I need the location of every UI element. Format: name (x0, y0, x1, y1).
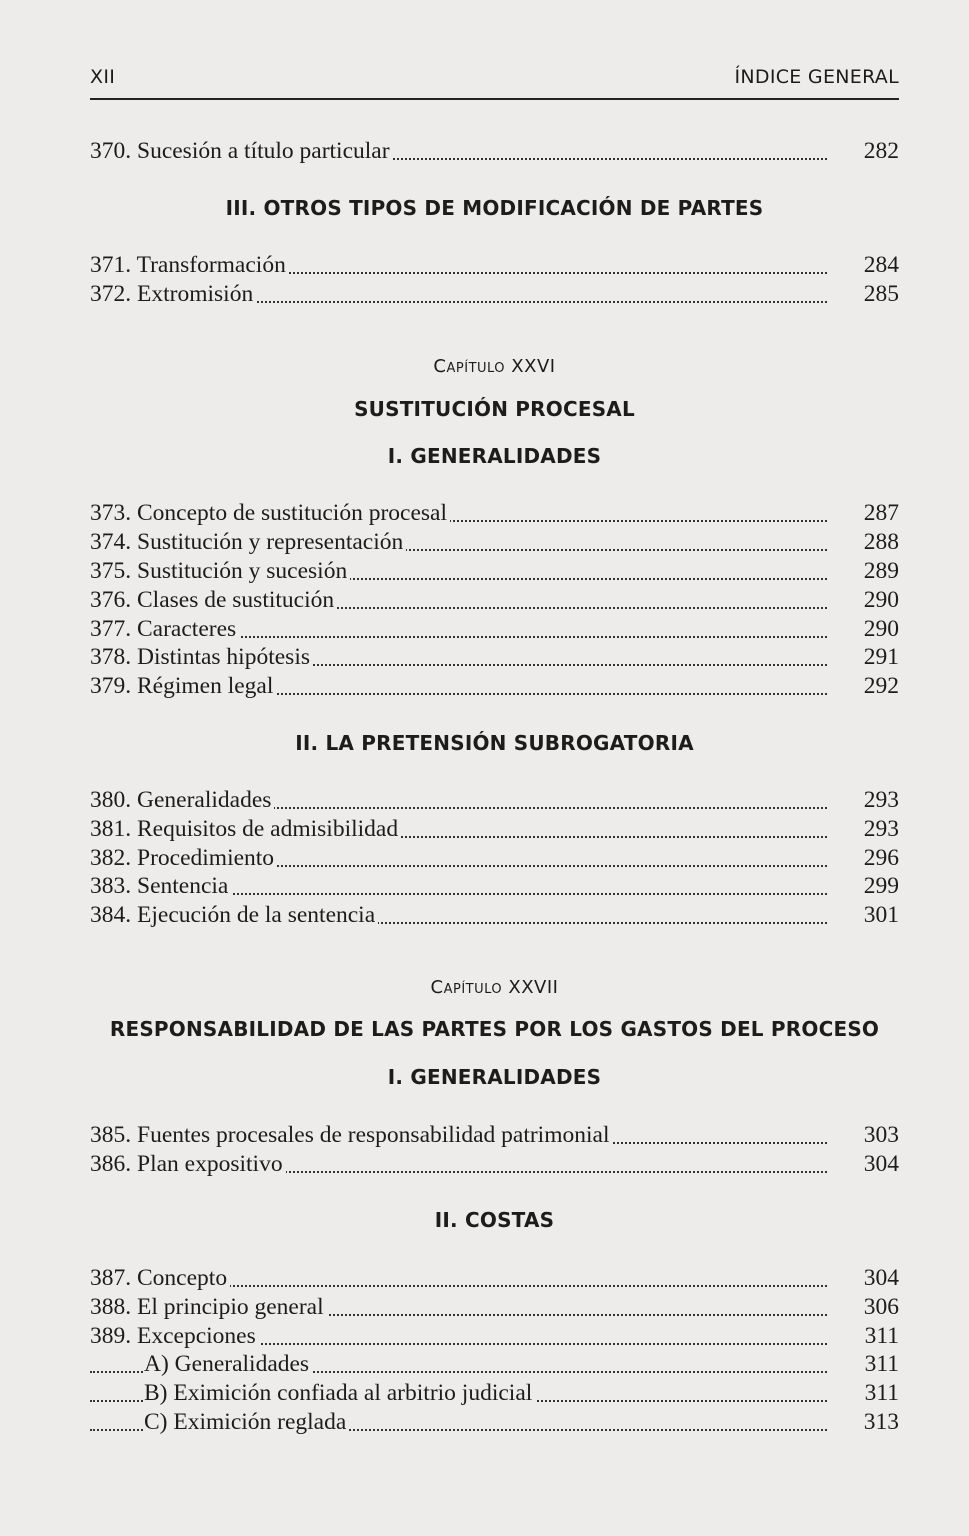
chapter-numeral: XXVII (508, 977, 559, 998)
toc-entry (90, 672, 899, 701)
toc-entry-label: 381. Requisitos de admisibilidad (90, 815, 401, 844)
toc-entry-label: 379. Régimen legal (90, 672, 276, 701)
page-number-roman: XII (90, 66, 116, 88)
toc-entry-page: 304 (863, 1151, 899, 1177)
toc-entry (90, 137, 899, 166)
toc-entry (90, 528, 899, 557)
toc-entry-page: 287 (863, 500, 899, 526)
page-header (90, 58, 899, 100)
toc-entry-label: 371. Transformación (90, 251, 289, 280)
toc-entry (90, 1264, 899, 1293)
section-heading: II. LA PRETENSIÓN SUBROGATORIA (295, 731, 694, 755)
toc-entry (90, 815, 899, 844)
toc-entry-page: 293 (863, 816, 899, 842)
section-heading: II. COSTAS (434, 1208, 555, 1232)
toc-entry-label: 383. Sentencia (90, 872, 231, 901)
toc-entry-page: 282 (863, 138, 899, 164)
toc-entry-label: 376. Clases de sustitución (90, 586, 337, 615)
toc-entry-label: 388. El principio general (90, 1293, 327, 1322)
toc-entry-page: 303 (863, 1122, 899, 1148)
toc-entry (90, 872, 899, 901)
toc-entry-label: 387. Concepto (90, 1264, 230, 1293)
toc-entry-page: 304 (863, 1265, 899, 1291)
toc-entry (90, 901, 899, 930)
toc-entry-label: 373. Concepto de sustitución procesal (90, 499, 450, 528)
toc-entry-page: 290 (863, 616, 899, 642)
toc-entry (90, 643, 899, 672)
toc-entry-page: 285 (863, 281, 899, 307)
section-heading: III. OTROS TIPOS DE MODIFICACIÓN DE PARTES (225, 196, 764, 220)
toc-entry-label: 385. Fuentes procesales de responsabilidad patrimonial (90, 1121, 612, 1150)
toc-entry-page: 311 (864, 1323, 899, 1349)
chapter-numeral: XXVI (511, 356, 556, 377)
toc-entry-label: 386. Plan expositivo (90, 1150, 286, 1179)
toc-subentry (90, 1408, 899, 1437)
toc-entry (90, 615, 899, 644)
toc-entry-page: 306 (863, 1294, 899, 1320)
toc-entry-label: 384. Ejecución de la sentencia (90, 901, 378, 930)
toc-entry-page: 293 (863, 787, 899, 813)
toc-entry-label: 382. Procedimiento (90, 844, 277, 873)
toc-entry (90, 844, 899, 873)
chapter-title: RESPONSABILIDAD DE LAS PARTES POR LOS GASTOS DEL PROCESO (109, 1017, 880, 1041)
running-title: ÍNDICE GENERAL (734, 66, 899, 88)
toc-entry-label: 375. Sustitución y sucesión (90, 557, 350, 586)
toc-entry (90, 280, 899, 309)
toc-entry-page: 296 (863, 845, 899, 871)
toc-entry-page: 311 (864, 1351, 899, 1377)
toc-entry-page: 292 (863, 673, 899, 699)
toc-entry-page: 288 (863, 529, 899, 555)
toc-entry (90, 499, 899, 528)
toc-entry-page: 291 (863, 644, 899, 670)
toc-entry-page: 289 (863, 558, 899, 584)
toc-entry (90, 786, 899, 815)
section-heading: I. GENERALIDADES (387, 444, 602, 468)
toc-entry-label: 372. Extromisión (90, 280, 256, 309)
chapter-label: CAPÍTULO XXVII (430, 977, 559, 998)
chapter-label: CAPÍTULO XXVI (433, 356, 556, 377)
toc-entry-label: 370. Sucesión a título particular (90, 137, 393, 166)
toc-entry-label: A) Generalidades (144, 1350, 312, 1379)
toc-entry (90, 1322, 899, 1351)
section-heading: I. GENERALIDADES (387, 1065, 602, 1089)
toc-entry-page: 311 (864, 1380, 899, 1406)
toc-entry-label: 377. Caracteres (90, 615, 239, 644)
toc-entry-label: B) Eximición confiada al arbitrio judicial (144, 1379, 535, 1408)
toc-entry-label: 380. Generalidades (90, 786, 274, 815)
toc-entry (90, 586, 899, 615)
toc-entry-page: 313 (863, 1409, 899, 1435)
toc-entry (90, 1293, 899, 1322)
toc-entry-label: 374. Sustitución y representación (90, 528, 406, 557)
toc-entry-page: 301 (863, 902, 899, 928)
toc-entry-label: 389. Excepciones (90, 1322, 259, 1351)
toc-entry (90, 557, 899, 586)
toc-entry-page: 299 (863, 873, 899, 899)
toc-entry-page: 284 (863, 252, 899, 278)
toc-entry-page: 290 (863, 587, 899, 613)
toc-entry (90, 1150, 899, 1179)
toc-entry (90, 251, 899, 280)
toc-subentry (90, 1350, 899, 1379)
toc-entry-label: 378. Distintas hipótesis (90, 643, 313, 672)
chapter-title: SUSTITUCIÓN PROCESAL (354, 397, 635, 421)
toc-entry-label: C) Eximición reglada (144, 1408, 349, 1437)
toc-entry (90, 1121, 899, 1150)
toc-subentry (90, 1379, 899, 1408)
